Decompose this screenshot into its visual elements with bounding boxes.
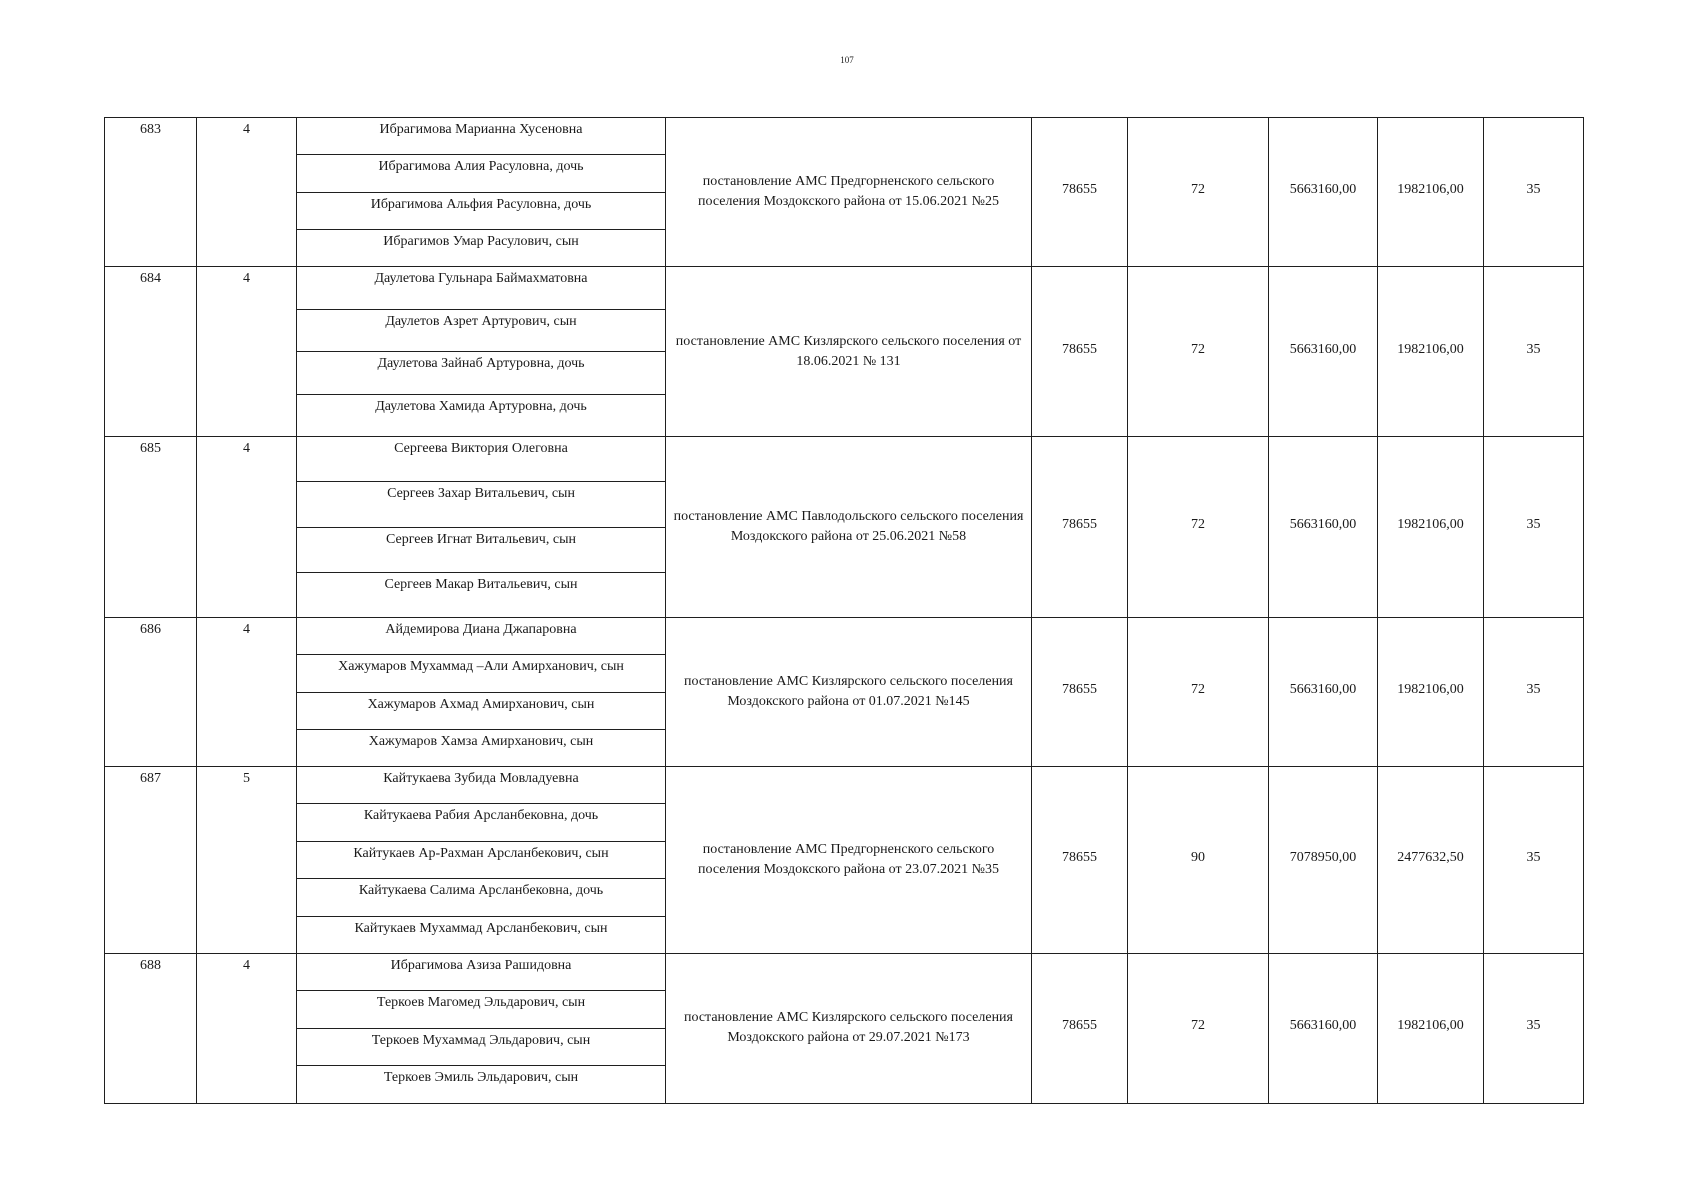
family-size-cell: 4 [197, 118, 297, 267]
family-member-cell: Даулетова Зайнаб Артуровна, дочь [297, 352, 666, 395]
table-row [105, 118, 1584, 155]
table-row [105, 437, 1584, 482]
percent-cell: 35 [1484, 618, 1584, 767]
family-member-cell: Айдемирова Диана Джапаровна [297, 618, 666, 655]
family-size-cell: 4 [197, 437, 297, 618]
family-member-cell: Теркоев Магомед Эльдарович, сын [297, 991, 666, 1029]
price-per-sqm-cell: 78655 [1032, 618, 1128, 767]
area-cell: 72 [1128, 267, 1269, 437]
page-number: 107 [840, 55, 854, 65]
family-size-cell: 4 [197, 618, 297, 767]
row-number-cell: 683 [105, 118, 197, 267]
family-member-cell: Хажумаров Хамза Амирханович, сын [297, 729, 666, 766]
table-row [105, 267, 1584, 310]
family-member-cell: Кайтукаев Мухаммад Арсланбекович, сын [297, 916, 666, 953]
table-row [105, 618, 1584, 655]
total-cost-cell: 5663160,00 [1269, 267, 1378, 437]
family-size-cell: 4 [197, 267, 297, 437]
table-row [105, 767, 1584, 804]
family-member-cell: Кайтукаева Зубида Мовладуевна [297, 767, 666, 804]
family-member-cell: Сергеев Макар Витальевич, сын [297, 572, 666, 617]
price-per-sqm-cell: 78655 [1032, 767, 1128, 954]
family-member-cell: Кайтукаев Ар-Рахман Арсланбекович, сын [297, 841, 666, 878]
decision-cell: постановление АМС Предгорненского сельского поселения Моздокского района от 23.07.2021 №35 [666, 767, 1032, 954]
row-number-cell: 686 [105, 618, 197, 767]
price-per-sqm-cell: 78655 [1032, 437, 1128, 618]
family-member-cell: Теркоев Мухаммад Эльдарович, сын [297, 1028, 666, 1066]
percent-cell: 35 [1484, 118, 1584, 267]
total-cost-cell: 5663160,00 [1269, 118, 1378, 267]
registry-body [105, 118, 1584, 1104]
price-per-sqm-cell: 78655 [1032, 118, 1128, 267]
family-member-cell: Хажумаров Ахмад Амирханович, сын [297, 692, 666, 729]
payment-cell: 1982106,00 [1378, 618, 1484, 767]
payment-cell: 1982106,00 [1378, 437, 1484, 618]
family-member-cell: Ибрагимова Алия Расуловна, дочь [297, 155, 666, 192]
family-member-cell: Сергеев Захар Витальевич, сын [297, 482, 666, 527]
table-row [105, 953, 1584, 991]
area-cell: 72 [1128, 953, 1269, 1103]
percent-cell: 35 [1484, 437, 1584, 618]
family-member-cell: Ибрагимова Альфия Расуловна, дочь [297, 192, 666, 229]
row-number-cell: 687 [105, 767, 197, 954]
decision-cell: постановление АМС Кизлярского сельского поселения Моздокского района от 01.07.2021 №145 [666, 618, 1032, 767]
family-member-cell: Даулетова Гульнара Баймахматовна [297, 267, 666, 310]
family-size-cell: 5 [197, 767, 297, 954]
area-cell: 90 [1128, 767, 1269, 954]
price-per-sqm-cell: 78655 [1032, 953, 1128, 1103]
family-member-cell: Сергеев Игнат Витальевич, сын [297, 527, 666, 572]
total-cost-cell: 7078950,00 [1269, 767, 1378, 954]
percent-cell: 35 [1484, 953, 1584, 1103]
total-cost-cell: 5663160,00 [1269, 618, 1378, 767]
payment-cell: 1982106,00 [1378, 267, 1484, 437]
family-member-cell: Ибрагимов Умар Расулович, сын [297, 229, 666, 266]
percent-cell: 35 [1484, 767, 1584, 954]
price-per-sqm-cell: 78655 [1032, 267, 1128, 437]
total-cost-cell: 5663160,00 [1269, 437, 1378, 618]
area-cell: 72 [1128, 618, 1269, 767]
decision-cell: постановление АМС Кизлярского сельского поселения от 18.06.2021 № 131 [666, 267, 1032, 437]
area-cell: 72 [1128, 118, 1269, 267]
row-number-cell: 685 [105, 437, 197, 618]
family-member-cell: Кайтукаева Рабия Арсланбековна, дочь [297, 804, 666, 841]
family-member-cell: Даулетова Хамида Артуровна, дочь [297, 394, 666, 437]
percent-cell: 35 [1484, 267, 1584, 437]
family-member-cell: Ибрагимова Азиза Рашидовна [297, 953, 666, 991]
decision-cell: постановление АМС Павлодольского сельского поселения Моздокского района от 25.06.2021 №58 [666, 437, 1032, 618]
row-number-cell: 684 [105, 267, 197, 437]
family-member-cell: Сергеева Виктория Олеговна [297, 437, 666, 482]
payment-cell: 2477632,50 [1378, 767, 1484, 954]
family-member-cell: Кайтукаева Салима Арсланбековна, дочь [297, 879, 666, 916]
payment-cell: 1982106,00 [1378, 953, 1484, 1103]
family-member-cell: Ибрагимова Марианна Хусеновна [297, 118, 666, 155]
total-cost-cell: 5663160,00 [1269, 953, 1378, 1103]
registry-table [104, 117, 1584, 1104]
family-member-cell: Даулетов Азрет Артурович, сын [297, 309, 666, 352]
decision-cell: постановление АМС Кизлярского сельского поселения Моздокского района от 29.07.2021 №173 [666, 953, 1032, 1103]
decision-cell: постановление АМС Предгорненского сельского поселения Моздокского района от 15.06.2021 №25 [666, 118, 1032, 267]
row-number-cell: 688 [105, 953, 197, 1103]
family-member-cell: Хажумаров Мухаммад –Али Амирханович, сын [297, 655, 666, 692]
family-member-cell: Теркоев Эмиль Эльдарович, сын [297, 1066, 666, 1104]
area-cell: 72 [1128, 437, 1269, 618]
payment-cell: 1982106,00 [1378, 118, 1484, 267]
family-size-cell: 4 [197, 953, 297, 1103]
